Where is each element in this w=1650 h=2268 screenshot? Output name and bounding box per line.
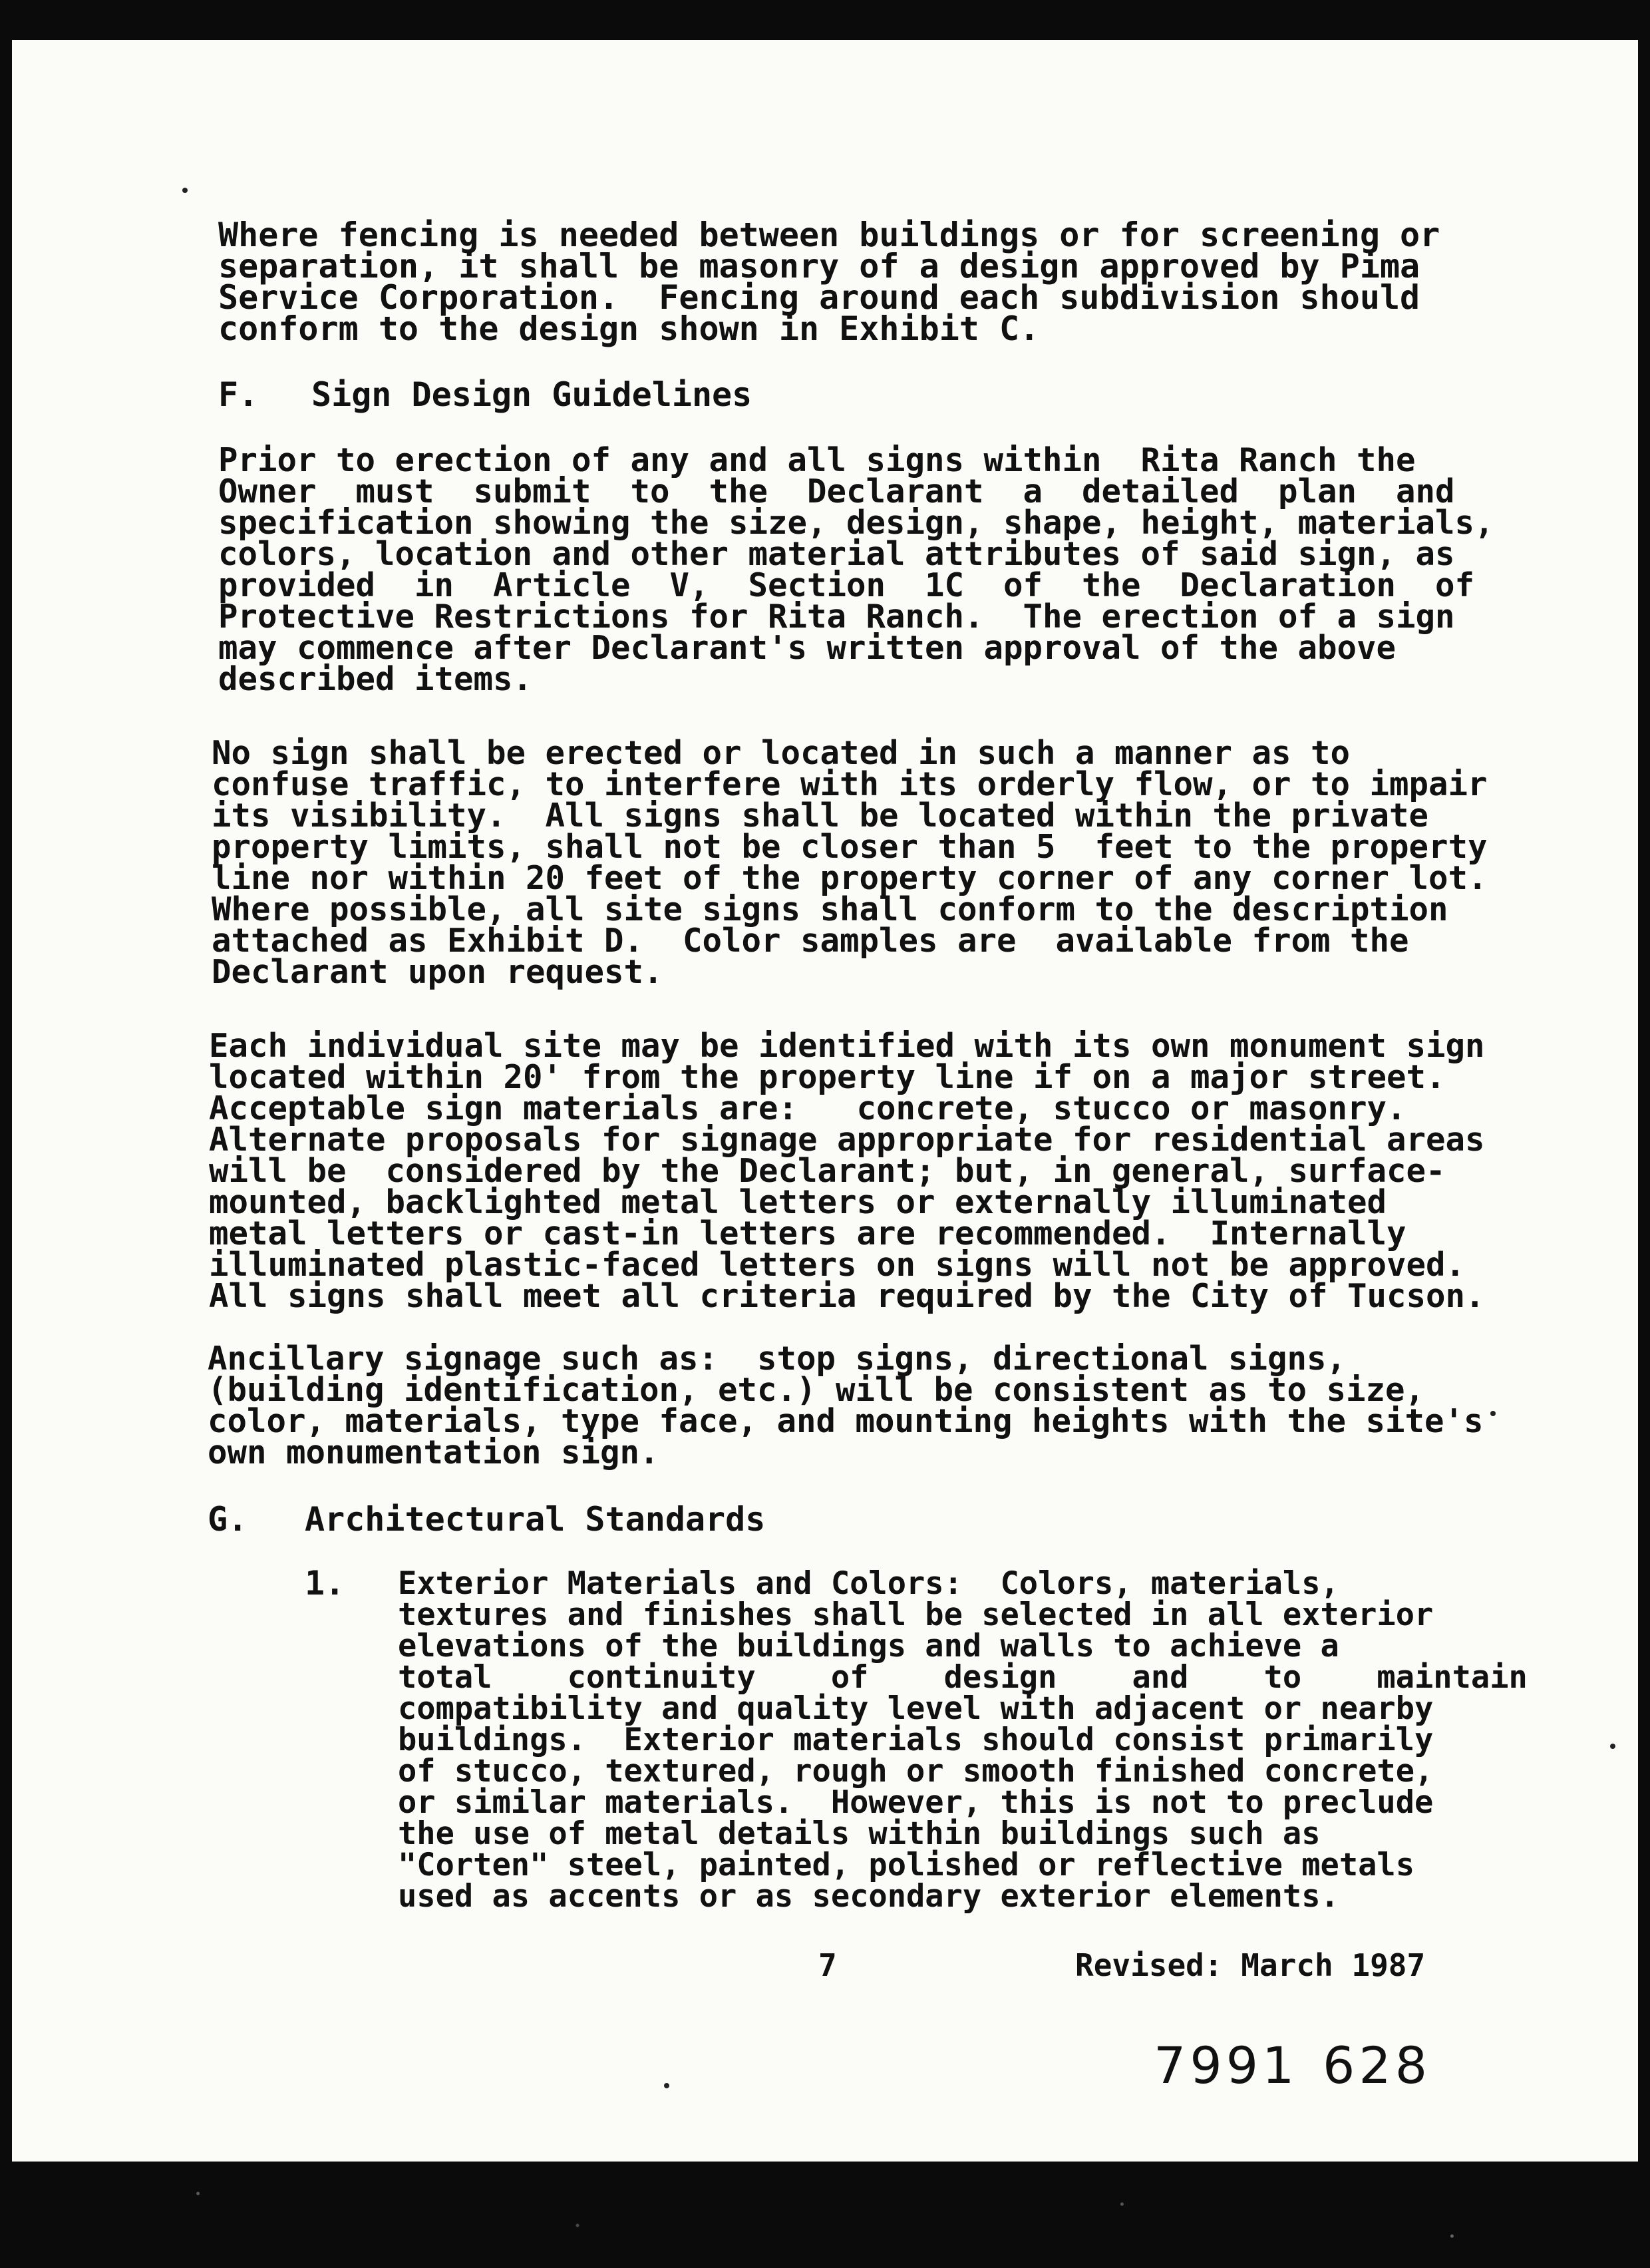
section-g-title: Architectural Standards bbox=[305, 1500, 766, 1539]
section-f-title: Sign Design Guidelines bbox=[311, 375, 752, 414]
ancillary-signage-paragraph: Ancillary signage such as: stop signs, directional signs, (building identification, etc.) will be consistent as to size, color, materials, type face, and mounting heights with the site's own monumentation sign. bbox=[208, 1340, 1484, 1471]
document-page bbox=[12, 40, 1638, 2162]
revision-date: Revised: March 1987 bbox=[1075, 1947, 1426, 1983]
scan-speck bbox=[664, 2083, 669, 2088]
scan-bottom-edge bbox=[0, 2162, 1650, 2268]
scan-speck bbox=[182, 188, 188, 193]
item-1-number: 1. bbox=[305, 1564, 345, 1603]
no-sign-paragraph: No sign shall be erected or located in such a manner as to confuse traffic, to interfere with its orderly flow, or to impair its visibility. All signs shall be located within the private property limits, shall not be closer than 5 feet to the property line nor within 20 feet of the property corner of any corner lot. Where possible, all site signs shall conform to the description attached as Exhibit D. Color samples are available from the Declarant upon request. bbox=[212, 734, 1488, 991]
scan-speck bbox=[1490, 1411, 1496, 1416]
item-1-exterior-materials-text: Exterior Materials and Colors: Colors, materials, textures and finishes shall be selected in all exterior elevations of the buildings and walls to achieve a total continuity of design and to maintain compatibility and quality level with adjacent or nearby buildings. Exterior materials should consist primarily of stucco, textured, rough or smooth finished concrete, or similar materials. However, this is not to preclude the use of metal details within buildings such as "Corten" steel, painted, polished or reflective metals used as accents or as secondary exterior elements. bbox=[398, 1565, 1528, 1915]
page-number: 7 bbox=[818, 1947, 837, 1983]
prior-to-erection-paragraph: Prior to erection of any and all signs within Rita Ranch the Owner must submit to the Declarant a detailed plan and specification showing the size, design, shape, height, materials, colors, location and other material attributes of said sign, as provided in Article V, Section 1C of the Declaration of Protective Restrictions for Rita Ranch. The erection of a sign may commence after Declarant's written approval of the above described items. bbox=[218, 441, 1494, 698]
section-f-letter: F. bbox=[218, 375, 259, 414]
each-individual-site-paragraph: Each individual site may be identified with its own monument sign located within 20' from the property line if on a major street. Acceptable sign materials are: concrete, stucco or masonry. Alternate proposals for signage appropriate for residential areas will be considered by the Declarant; but, in general, surface- mounted, backlighted metal letters or externally illuminated metal letters or cast-in letters are recommended. Internally illuminated plastic-faced letters on signs will not be approved. All signs shall meet all criteria required by the City of Tucson. bbox=[209, 1027, 1485, 1315]
document-number-left: 7991 bbox=[1154, 2036, 1299, 2095]
section-g-letter: G. bbox=[208, 1500, 248, 1539]
document-number-right: 628 bbox=[1323, 2036, 1432, 2095]
fencing-paragraph: Where fencing is needed between buildings or for screening or separation, it shall be masonry of a design approved by Pima Service Corporation. Fencing around each subdivision should conform to the design shown in Exhibit C. bbox=[218, 216, 1440, 348]
scan-speck bbox=[1610, 1744, 1615, 1749]
